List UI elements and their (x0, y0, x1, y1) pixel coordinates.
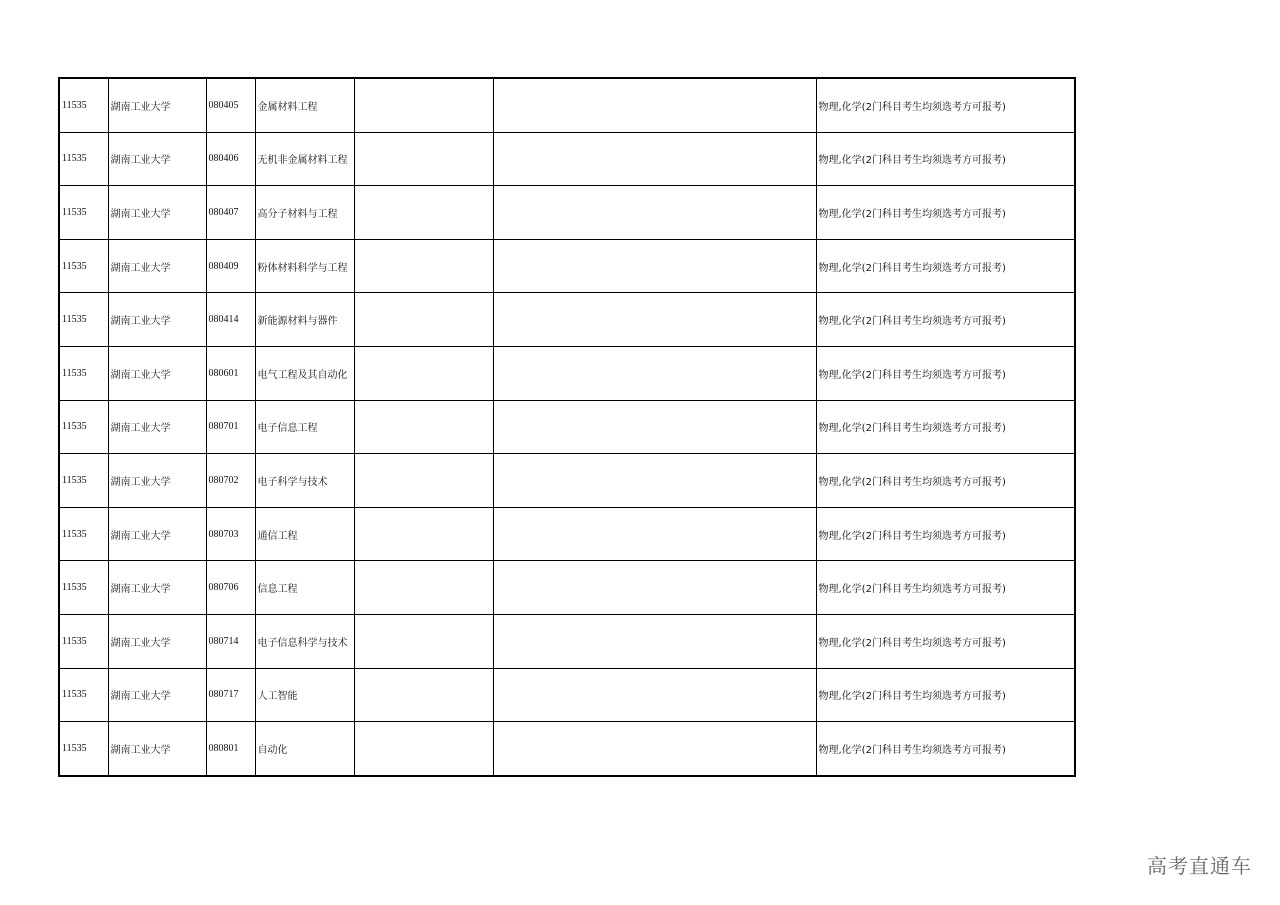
subject-requirement-cell: 物理,化学(2门科目考生均须选考方可报考) (816, 186, 1075, 240)
school-code-cell: 11535 (59, 668, 108, 722)
subject-requirement-cell: 物理,化学(2门科目考生均须选考方可报考) (816, 78, 1075, 132)
empty-cell (493, 722, 816, 776)
subject-requirement-cell: 物理,化学(2门科目考生均须选考方可报考) (816, 454, 1075, 508)
table-row (59, 293, 1075, 347)
major-code-cell: 080706 (206, 561, 255, 615)
school-name-cell: 湖南工业大学 (108, 668, 206, 722)
subject-requirement-cell: 物理,化学(2门科目考生均须选考方可报考) (816, 722, 1075, 776)
school-code-cell: 11535 (59, 132, 108, 186)
school-name-cell: 湖南工业大学 (108, 346, 206, 400)
school-code-cell: 11535 (59, 454, 108, 508)
school-name-cell: 湖南工业大学 (108, 239, 206, 293)
school-name-cell: 湖南工业大学 (108, 507, 206, 561)
major-code-cell: 080717 (206, 668, 255, 722)
major-code-cell: 080714 (206, 614, 255, 668)
school-code-cell: 11535 (59, 346, 108, 400)
empty-cell (493, 132, 816, 186)
empty-cell (493, 78, 816, 132)
subject-requirement-cell: 物理,化学(2门科目考生均须选考方可报考) (816, 293, 1075, 347)
table-body (59, 78, 1075, 776)
school-code-cell: 11535 (59, 507, 108, 561)
empty-cell (493, 507, 816, 561)
major-name-cell: 金属材料工程 (255, 78, 354, 132)
subject-requirement-cell: 物理,化学(2门科目考生均须选考方可报考) (816, 132, 1075, 186)
school-code-cell: 11535 (59, 561, 108, 615)
school-name-cell: 湖南工业大学 (108, 132, 206, 186)
major-code-cell: 080702 (206, 454, 255, 508)
empty-cell (354, 186, 493, 240)
empty-cell (493, 561, 816, 615)
table-row (59, 239, 1075, 293)
empty-cell (354, 614, 493, 668)
major-name-cell: 新能源材料与器件 (255, 293, 354, 347)
major-name-cell: 电气工程及其自动化 (255, 346, 354, 400)
watermark-logo: 高考直通车 (1147, 854, 1252, 878)
empty-cell (354, 346, 493, 400)
major-code-cell: 080601 (206, 346, 255, 400)
major-name-cell: 信息工程 (255, 561, 354, 615)
empty-cell (493, 293, 816, 347)
major-name-cell: 自动化 (255, 722, 354, 776)
empty-cell (493, 239, 816, 293)
table-row (59, 346, 1075, 400)
table-row (59, 78, 1075, 132)
table-row (59, 722, 1075, 776)
table-row (59, 614, 1075, 668)
empty-cell (354, 561, 493, 615)
school-name-cell: 湖南工业大学 (108, 561, 206, 615)
subject-requirement-cell: 物理,化学(2门科目考生均须选考方可报考) (816, 239, 1075, 293)
school-name-cell: 湖南工业大学 (108, 400, 206, 454)
empty-cell (354, 132, 493, 186)
major-code-cell: 080405 (206, 78, 255, 132)
subject-requirement-cell: 物理,化学(2门科目考生均须选考方可报考) (816, 614, 1075, 668)
school-name-cell: 湖南工业大学 (108, 78, 206, 132)
empty-cell (493, 186, 816, 240)
major-code-cell: 080414 (206, 293, 255, 347)
admission-table (58, 77, 1076, 777)
school-code-cell: 11535 (59, 239, 108, 293)
school-name-cell: 湖南工业大学 (108, 454, 206, 508)
subject-requirement-cell: 物理,化学(2门科目考生均须选考方可报考) (816, 346, 1075, 400)
table-row (59, 132, 1075, 186)
empty-cell (354, 454, 493, 508)
major-name-cell: 电子科学与技术 (255, 454, 354, 508)
subject-requirement-cell: 物理,化学(2门科目考生均须选考方可报考) (816, 561, 1075, 615)
school-name-cell: 湖南工业大学 (108, 186, 206, 240)
major-code-cell: 080801 (206, 722, 255, 776)
empty-cell (354, 293, 493, 347)
school-code-cell: 11535 (59, 186, 108, 240)
empty-cell (493, 400, 816, 454)
major-name-cell: 电子信息工程 (255, 400, 354, 454)
table-row (59, 186, 1075, 240)
major-name-cell: 通信工程 (255, 507, 354, 561)
empty-cell (354, 400, 493, 454)
school-code-cell: 11535 (59, 400, 108, 454)
major-name-cell: 无机非金属材料工程 (255, 132, 354, 186)
major-code-cell: 080703 (206, 507, 255, 561)
subject-requirement-cell: 物理,化学(2门科目考生均须选考方可报考) (816, 400, 1075, 454)
major-name-cell: 人工智能 (255, 668, 354, 722)
table-row (59, 454, 1075, 508)
subject-requirement-cell: 物理,化学(2门科目考生均须选考方可报考) (816, 668, 1075, 722)
major-code-cell: 080701 (206, 400, 255, 454)
empty-cell (493, 346, 816, 400)
school-name-cell: 湖南工业大学 (108, 614, 206, 668)
empty-cell (354, 668, 493, 722)
empty-cell (354, 507, 493, 561)
table-row (59, 668, 1075, 722)
empty-cell (493, 454, 816, 508)
major-code-cell: 080409 (206, 239, 255, 293)
major-name-cell: 高分子材料与工程 (255, 186, 354, 240)
major-code-cell: 080407 (206, 186, 255, 240)
major-name-cell: 电子信息科学与技术 (255, 614, 354, 668)
empty-cell (354, 239, 493, 293)
table-row (59, 400, 1075, 454)
school-code-cell: 11535 (59, 78, 108, 132)
empty-cell (493, 614, 816, 668)
empty-cell (354, 722, 493, 776)
school-name-cell: 湖南工业大学 (108, 293, 206, 347)
school-code-cell: 11535 (59, 614, 108, 668)
empty-cell (493, 668, 816, 722)
subject-requirement-cell: 物理,化学(2门科目考生均须选考方可报考) (816, 507, 1075, 561)
table-row (59, 561, 1075, 615)
major-code-cell: 080406 (206, 132, 255, 186)
school-name-cell: 湖南工业大学 (108, 722, 206, 776)
school-code-cell: 11535 (59, 293, 108, 347)
empty-cell (354, 78, 493, 132)
table-row (59, 507, 1075, 561)
school-code-cell: 11535 (59, 722, 108, 776)
major-name-cell: 粉体材料科学与工程 (255, 239, 354, 293)
